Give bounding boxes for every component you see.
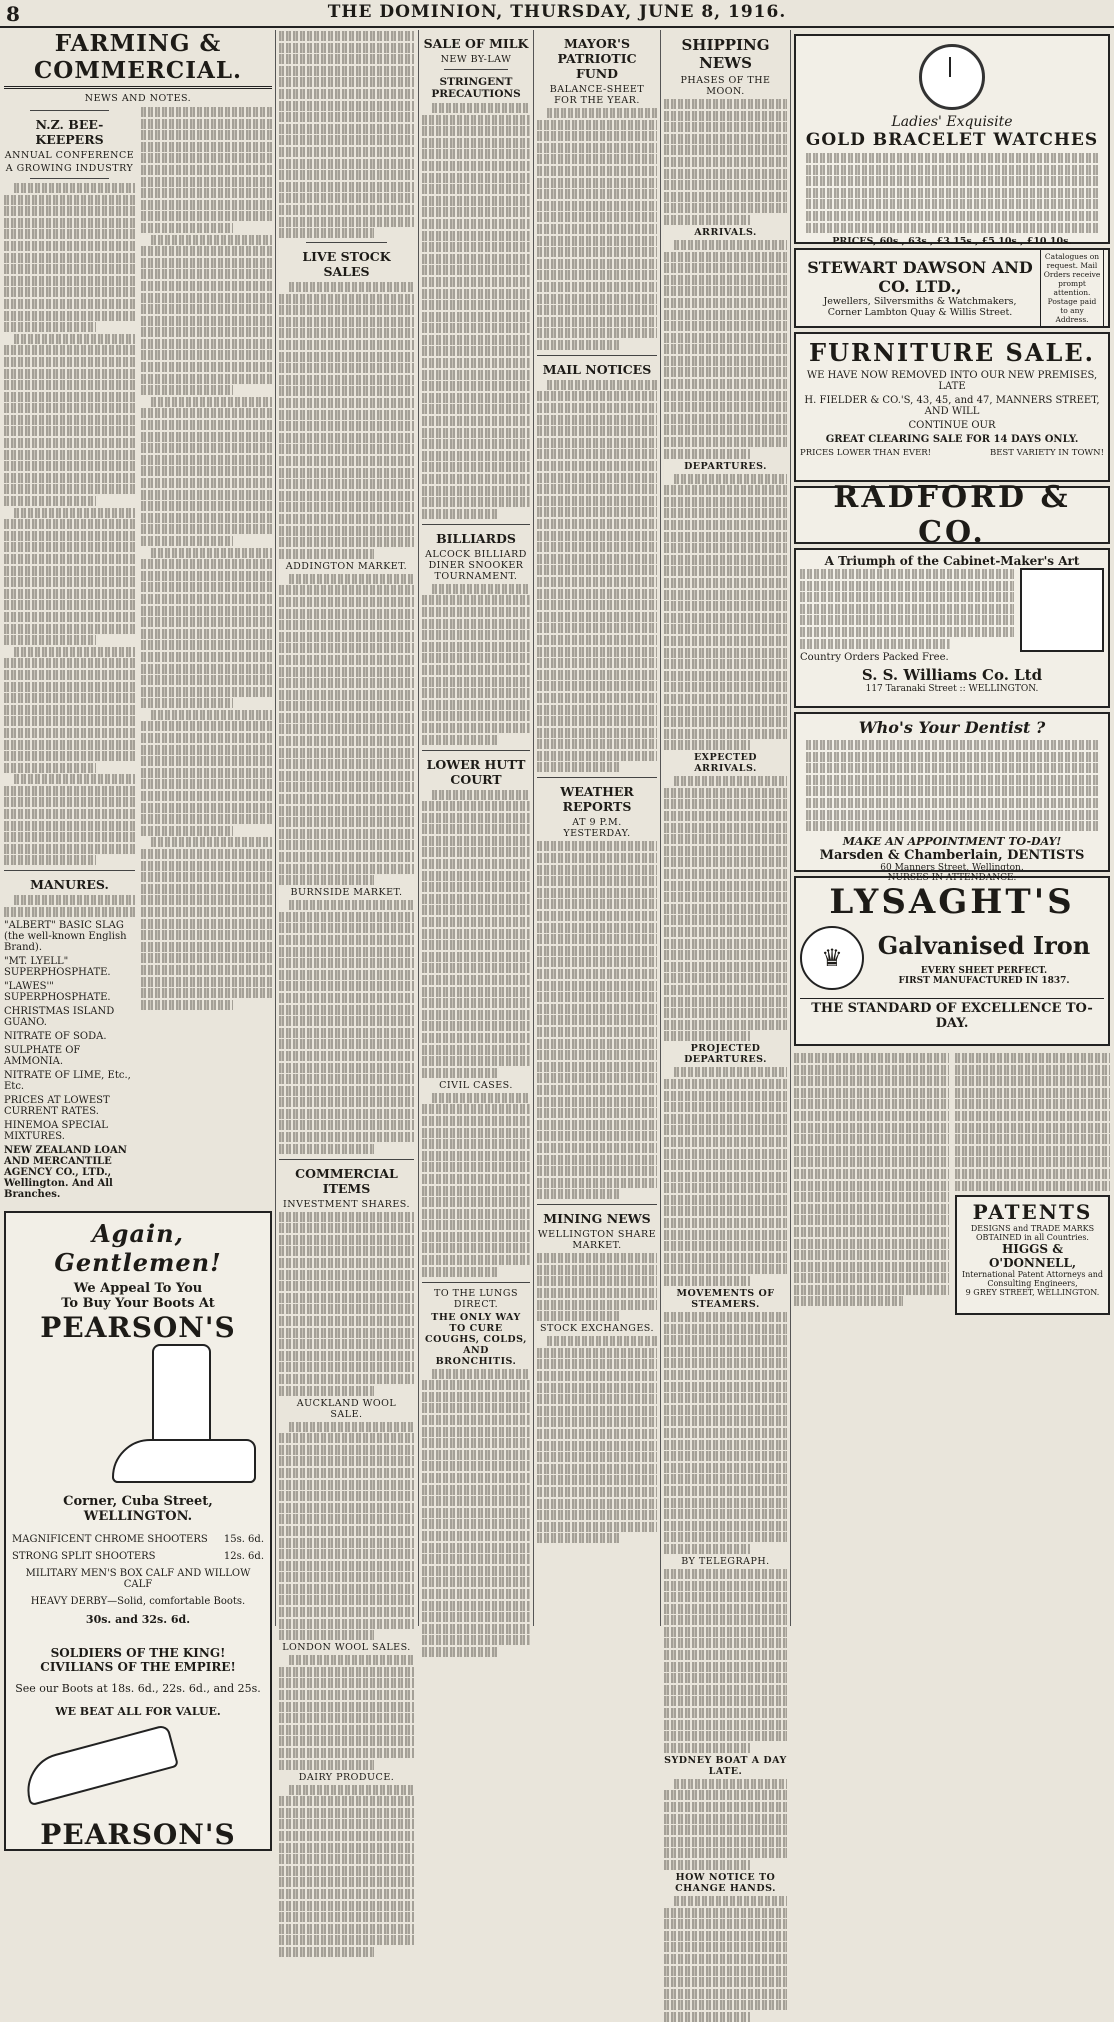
manure-item: "LAWES'" SUPERPHOSPHATE. — [4, 981, 111, 1004]
firm-name: RADFORD & CO. — [833, 480, 1071, 550]
manures-firm: NEW ZEALAND LOAN AND MERCANTILE AGENCY CO., LTD., Wellington. And All Branches. — [4, 1145, 127, 1201]
firm-name: LYSAGHT'S — [829, 882, 1075, 922]
ad-subtitle: Ladies' Exquisite — [891, 114, 1013, 130]
boot-foot — [19, 1724, 179, 1806]
ad-line: International Patent Attorneys and Consulting Engineers, — [961, 1269, 1104, 1288]
patents-ad — [955, 1195, 1110, 1315]
section-subheading: PHASES OF THE MOON. — [680, 75, 771, 97]
ad-line: H. FIELDER & CO.'S, 43, 45, and 47, MANNERS STREET, AND WILL — [804, 395, 1100, 417]
column-rule — [660, 30, 661, 1626]
section-subheading: THE ONLY WAY TO CURE COUGHS, COLDS, AND BRONCHITIS. — [425, 1311, 527, 1367]
article-heading: N.Z. BEE-KEEPERS — [35, 117, 104, 147]
section-subheading: AT 9 P.M. YESTERDAY. — [563, 817, 631, 840]
section-subheading: ADDINGTON MARKET. — [285, 560, 408, 572]
ad-sub: We Appeal To You — [73, 1281, 203, 1297]
watch-icon — [919, 44, 985, 110]
column-rule — [533, 30, 534, 1626]
ad-line: EVERY SHEET PERFECT. — [920, 965, 1048, 976]
section-heading: BILLIARDS — [436, 530, 516, 546]
section-subheading: BY TELEGRAPH. — [681, 1555, 770, 1567]
manure-item: "ALBERT" BASIC SLAG (the well-known English Brand). — [4, 920, 127, 954]
divider — [30, 178, 109, 179]
section-heading: WEATHER REPORTS — [560, 784, 634, 815]
article-subheading: ANNUAL CONFERENCE — [4, 150, 135, 161]
store-address: Corner, Cuba Street, — [63, 1494, 213, 1510]
section-subheading: HOW NOTICE TO CHANGE HANDS. — [675, 1871, 776, 1894]
section-subheading: LONDON WOOL SALES. — [282, 1642, 411, 1654]
stewart-dawson-ad — [794, 248, 1110, 328]
section-subheading: SYDNEY BOAT A DAY LATE. — [664, 1754, 787, 1777]
furniture-sale-ad — [794, 332, 1110, 482]
manure-item: NITRATE OF LIME, Etc., Etc. — [4, 1070, 131, 1093]
store-name: PEARSON'S — [40, 1311, 236, 1345]
product-name: Galvanised Iron — [877, 930, 1091, 960]
ad-line: GREAT CLEARING SALE FOR 14 DAYS ONLY. — [825, 434, 1079, 445]
ad-appeal: SOLDIERS OF THE KING! — [50, 1646, 226, 1661]
ad-slogan: THE STANDARD OF EXCELLENCE TO-DAY. — [800, 998, 1104, 1031]
ad-title: PATENTS — [972, 1199, 1093, 1224]
ad-appeal: See our Boots at 18s. 6d., 22s. 6d., and 25s. — [15, 1682, 261, 1696]
section-heading: COMMERCIAL ITEMS — [295, 1165, 398, 1196]
ad-appeal: WE BEAT ALL FOR VALUE. — [55, 1705, 221, 1719]
masthead — [0, 0, 1114, 28]
section-subheading: MOVEMENTS OF STEAMERS. — [676, 1288, 775, 1311]
article-body — [4, 183, 135, 865]
lysaght-ad — [794, 876, 1110, 1046]
news-heading: NEWS AND NOTES. — [84, 93, 192, 104]
manure-item: HINEMOA SPECIAL MIXTURES. — [4, 1120, 108, 1143]
ad-title: A Triumph of the Cabinet-Maker's Art — [824, 554, 1080, 568]
newspaper-title: THE DOMINION, THURSDAY, JUNE 8, 1916. — [327, 2, 787, 22]
section-heading: SALE OF MILK — [423, 36, 529, 51]
firm-address: 60 Manners Street, Wellington. — [880, 862, 1024, 873]
ad-line: DESIGNS and TRADE MARKS OBTAINED in all Countries. — [970, 1223, 1095, 1242]
store-city: WELLINGTON. — [83, 1509, 193, 1525]
section-subheading: ALCOCK BILLIARD DINER SNOOKER TOURNAMENT. — [425, 548, 527, 582]
livestock-column — [279, 30, 414, 1783]
watch-ad — [794, 34, 1110, 248]
column-rule — [790, 30, 791, 1626]
section-heading: MINING NEWS — [543, 1211, 651, 1227]
firm-sub: Jewellers, Silversmiths & Watchmakers, — [823, 296, 1017, 307]
farming-column — [4, 30, 272, 1852]
ad-line: FIRST MANUFACTURED IN 1837. — [898, 975, 1070, 986]
section-subheading: NEW BY-LAW — [440, 54, 512, 65]
manure-item: PRICES AT LOWEST CURRENT RATES. — [4, 1095, 110, 1118]
section-title: FARMING & COMMERCIAL. — [4, 30, 272, 89]
ad-slogan: PRICES LOWER THAN EVER! — [800, 448, 932, 458]
ad-appeal: CIVILIANS OF THE EMPIRE! — [40, 1660, 236, 1675]
boot-illustration — [12, 1718, 264, 1818]
boot-foot — [112, 1439, 256, 1483]
dentist-ad — [794, 712, 1110, 883]
column-rule — [275, 30, 276, 1626]
divider — [30, 110, 109, 111]
boot-illustration — [12, 1344, 264, 1494]
cabinet-ad — [794, 548, 1110, 708]
section-subheading: ARRIVALS. — [694, 226, 757, 238]
firm-address: 9 GREY STREET, WELLINGTON. — [965, 1287, 1100, 1297]
manure-item: SULPHATE OF AMMONIA. — [4, 1045, 81, 1068]
firm-name: Marsden & Chamberlain, DENTISTS — [819, 847, 1085, 863]
firm-name: STEWART DAWSON AND CO. LTD., — [807, 258, 1033, 296]
store-footer: PEARSON'S — [40, 1818, 236, 1852]
article-column-b — [141, 106, 272, 1203]
section-subheading: DEPARTURES. — [684, 460, 767, 472]
section-subheading: CIVIL CASES. — [439, 1079, 513, 1091]
ad-note: NURSES IN ATTENDANCE. — [887, 872, 1017, 883]
price-row: HEAVY DERBY—Solid, comfortable Boots. — [30, 1596, 246, 1608]
article-column-a — [4, 106, 135, 1203]
ad-note: Country Orders Packed Free. — [800, 651, 949, 663]
firm-address: 117 Taranaki Street :: WELLINGTON. — [865, 683, 1039, 694]
pearsons-boot-ad — [4, 1211, 272, 1851]
ad-line: WE HAVE NOW REMOVED INTO OUR NEW PREMISES, LATE — [806, 370, 1098, 392]
ad-slogan: BEST VARIETY IN TOWN! — [989, 448, 1104, 458]
section-heading: LIVE STOCK SALES — [302, 249, 391, 280]
ad-line: MAKE AN APPOINTMENT TO-DAY! — [842, 834, 1062, 848]
price-row: MILITARY MEN'S BOX CALF AND WILLOW CALF — [25, 1568, 251, 1591]
ad-title: Who's Your Dentist ? — [858, 718, 1046, 737]
ad-line: CONTINUE OUR — [908, 420, 996, 431]
ad-title: FURNITURE SALE. — [809, 338, 1095, 367]
ad-title: GOLD BRACELET WATCHES — [805, 130, 1099, 150]
page-number: 8 — [6, 2, 20, 26]
manures-heading: MANURES. — [30, 877, 109, 893]
manure-item: CHRISTMAS ISLAND GUANO. — [4, 1006, 115, 1029]
column-rule — [418, 30, 419, 1626]
firm-name: S. S. Williams Co. Ltd — [861, 665, 1043, 684]
section-subheading: WELLINGTON SHARE MARKET. — [537, 1229, 657, 1252]
section-subheading: BALANCE-SHEET FOR THE YEAR. — [549, 84, 645, 106]
cabinet-illustration — [1020, 568, 1104, 652]
section-subheading: INVESTMENT SHARES. — [283, 1198, 410, 1210]
radford-ad — [794, 480, 1110, 550]
section-subheading: STOCK EXCHANGES. — [540, 1323, 654, 1335]
manure-item: NITRATE OF SODA. — [4, 1031, 107, 1043]
manure-item: "MT. LYELL" SUPERPHOSPHATE. — [4, 956, 111, 979]
firm-address: Corner Lambton Quay & Willis Street. — [827, 307, 1013, 318]
ad-sub: To Buy Your Boots At — [61, 1296, 215, 1312]
ad-headline: Again, Gentlemen! — [54, 1219, 222, 1278]
section-subheading: TO THE LUNGS DIRECT. — [434, 1287, 518, 1310]
shipping-column — [664, 30, 787, 1894]
firm-name: HIGGS & O'DONNELL, — [988, 1241, 1077, 1270]
section-subheading: BURNSIDE MARKET. — [290, 887, 403, 899]
section-heading: MAIL NOTICES — [542, 361, 652, 377]
section-heading: MAYOR'S PATRIOTIC FUND — [557, 36, 637, 81]
section-heading: STRINGENT PRECAUTIONS — [431, 76, 521, 100]
price-row: STRONG SPLIT SHOOTERS 12s. 6d. — [12, 1551, 264, 1563]
section-subheading: AUCKLAND WOOL SALE. — [296, 1397, 397, 1420]
section-subheading: DAIRY PRODUCE. — [298, 1771, 395, 1783]
patriotic-column — [537, 30, 657, 1626]
price-row: MAGNIFICENT CHROME SHOOTERS 15s. 6d. — [12, 1534, 264, 1546]
section-subheading: PROJECTED DEPARTURES. — [684, 1043, 767, 1066]
price: 30s. and 32s. 6d. — [85, 1613, 191, 1627]
section-subheading: EXPECTED ARRIVALS. — [693, 752, 758, 775]
milk-column — [422, 30, 530, 1626]
advertisement-column — [794, 30, 1110, 1626]
section-heading: LOWER HUTT COURT — [426, 756, 526, 787]
article-subheading: A GROWING INDUSTRY — [5, 163, 134, 174]
crown-icon: ♛ — [800, 926, 864, 990]
watch-prices: PRICES, 60s., 63s., £3 15s., £5 10s., £10 10s. — [832, 236, 1072, 248]
section-heading: SHIPPING NEWS — [681, 36, 770, 72]
catalogue-box: Catalogues on request. Mail Orders receive prompt attention. Postage paid to any Address. — [1040, 249, 1104, 327]
